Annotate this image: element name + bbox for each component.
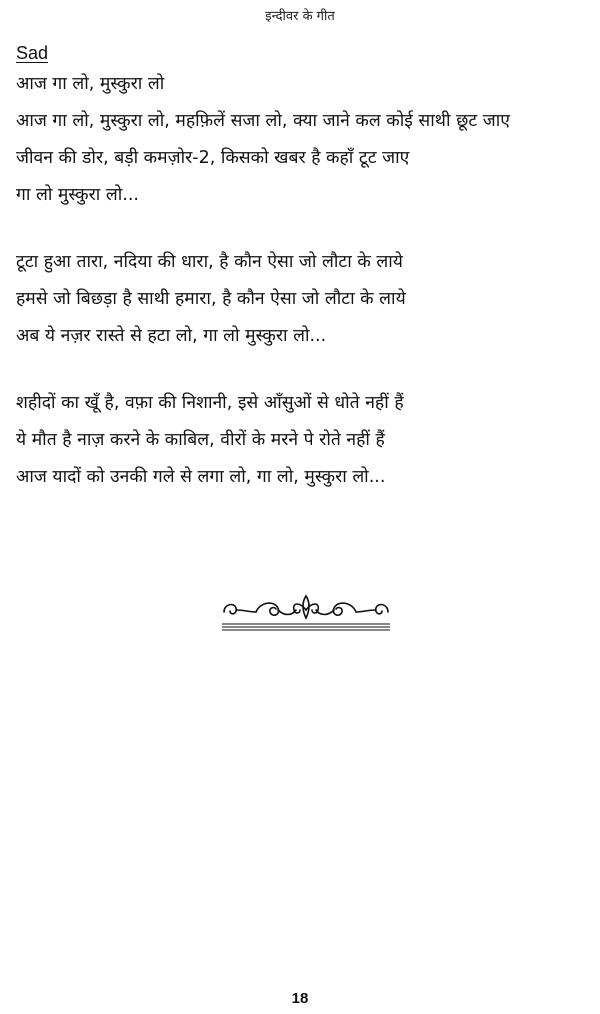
stanza-1 bbox=[16, 103, 586, 214]
lyric-line: टूटा हुआ तारा, नदिया की धारा, है कौन ऐसा जो लौटा के लाये bbox=[16, 252, 403, 272]
page-content bbox=[16, 40, 586, 526]
lyric-line: आज गा लो, मुस्कुरा लो, महफ़िलें सजा लो, क्या जाने कल कोई साथी छूट जाए bbox=[16, 111, 510, 131]
lyric-line: हमसे जो बिछड़ा है साथी हमारा, है कौन ऐसा जो लौटा के लाये bbox=[16, 289, 406, 309]
lyric-line: जीवन की डोर, बड़ी कमज़ोर-2, किसको खबर है कहाँ टूट जाए bbox=[16, 148, 410, 168]
lyric-line: गा लो मुस्कुरा लो... bbox=[16, 185, 139, 205]
lyric-line: अब ये नज़र रास्ते से हटा लो, गा लो मुस्कुरा लो... bbox=[16, 326, 327, 346]
page-number: 18 bbox=[291, 990, 309, 1007]
mood-label: Sad bbox=[16, 43, 49, 63]
lyric-line: ये मौत है नाज़ करने के काबिल, वीरों के मरने पे रोते नहीं हैं bbox=[16, 430, 385, 450]
floral-scroll-divider-icon bbox=[220, 588, 392, 634]
lyric-line: शहीदों का खूँ है, वफ़ा की निशानी, इसे आँसुओं से धोते नहीं हैं bbox=[16, 393, 404, 413]
stanza-3 bbox=[16, 385, 586, 496]
song-title: आज गा लो, मुस्कुरा लो bbox=[16, 74, 165, 94]
stanza-2 bbox=[16, 244, 586, 355]
running-header: इन्दीवर के गीत bbox=[265, 9, 335, 24]
lyric-line: आज यादों को उनकी गले से लगा लो, गा लो, मुस्कुरा लो... bbox=[16, 467, 386, 487]
